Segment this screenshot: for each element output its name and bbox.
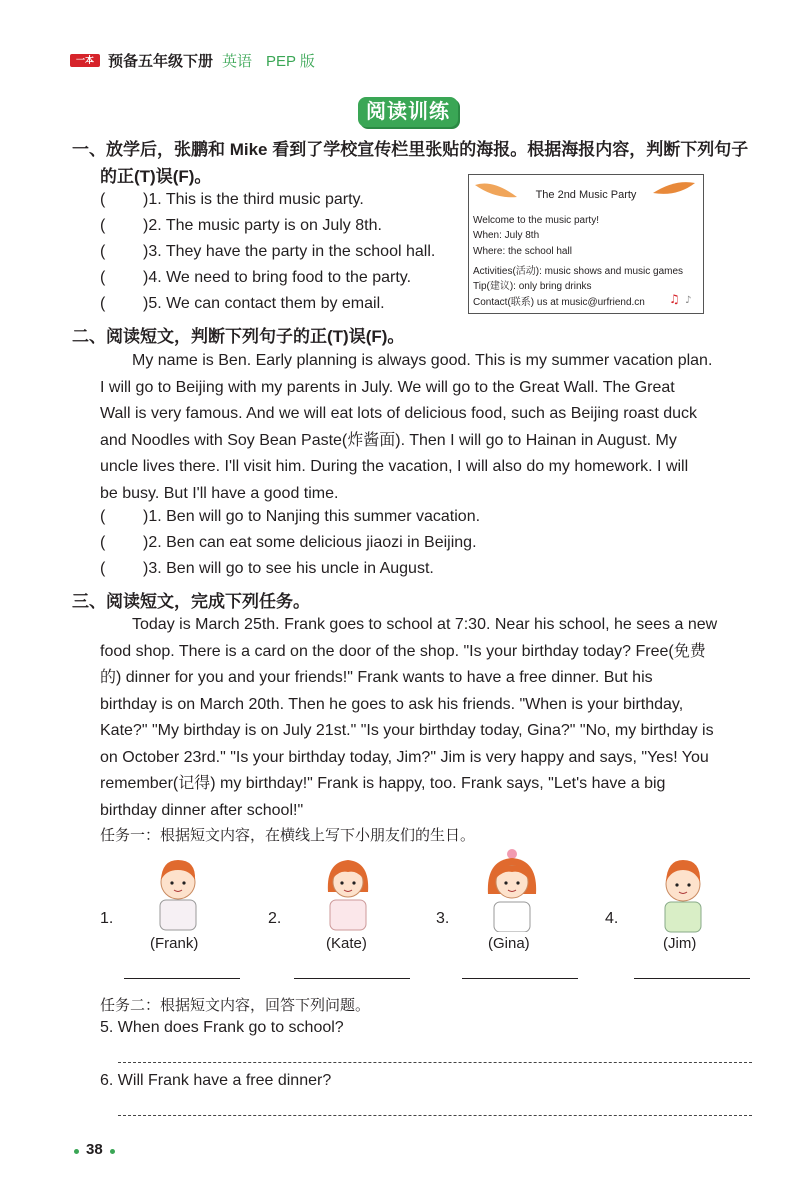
q1-item: )2. The music party is on July 8th. <box>143 217 382 234</box>
answer-paren: ( <box>100 269 106 286</box>
birthday-answer-blank[interactable] <box>634 978 750 979</box>
poster-title: The 2nd Music Party <box>535 189 637 201</box>
kid-number: 3. <box>436 910 450 927</box>
kid-name: (Jim) <box>663 935 697 952</box>
question-5: 5. When does Frank go to school? <box>100 1019 344 1036</box>
kid-number: 1. <box>100 910 114 927</box>
q2-item: )2. Ben can eat some delicious jiaozi in Beijing. <box>143 534 477 551</box>
answer-paren: ( <box>100 534 106 551</box>
q3-instruction: 三、阅读短文，完成下列任务。 <box>72 592 310 611</box>
passage-line: on October 23rd." "Is your birthday today, Jim?" Jim is very happy and says, "Yes! You <box>100 748 709 766</box>
page-dot-icon <box>110 1149 115 1154</box>
passage-line: I will go to Beijing with my parents in July. We will go to the Great Wall. The Great <box>100 378 675 396</box>
birthday-answer-blank[interactable] <box>462 978 578 979</box>
q1-item: )1. This is the third music party. <box>143 191 364 208</box>
birthday-answer-blank[interactable] <box>124 978 240 979</box>
passage-line: food shop. There is a card on the door of the shop. "Is your birthday today? Free(免费 <box>100 642 706 660</box>
question-6: 6. Will Frank have a free dinner? <box>100 1072 332 1089</box>
answer-paren: ( <box>100 508 106 525</box>
section-title: 阅读训练 <box>358 97 458 127</box>
passage-line: birthday is on March 20th. Then he goes to ask his friends. "When is your birthday, <box>100 695 684 713</box>
q2-item: )1. Ben will go to Nanjing this summer vacation. <box>143 508 481 525</box>
answer-line[interactable] <box>118 1115 752 1116</box>
svg-text:♫: ♫ <box>669 292 680 306</box>
edition-label: PEP 版 <box>266 53 315 70</box>
passage-line: and Noodles with Soy Bean Paste(炸酱面). Then I will go to Hainan in August. My <box>100 431 677 449</box>
answer-paren: ( <box>100 243 106 260</box>
q1-instruction-cont: 的正(T)误(F)。 <box>100 167 212 186</box>
passage-line: birthday dinner after school!" <box>100 801 304 819</box>
answer-paren: ( <box>100 560 106 577</box>
svg-text:♪: ♪ <box>685 295 692 306</box>
q1-item: )5. We can contact them by email. <box>143 295 385 312</box>
kate-illustration <box>320 850 376 932</box>
page-number: 38 <box>86 1141 103 1158</box>
kid-name: (Gina) <box>488 935 530 952</box>
task1-instruction: 任务一：根据短文内容，在横线上写下小朋友们的生日。 <box>100 827 476 844</box>
music-party-poster <box>468 174 704 314</box>
passage-line: Kate?" "My birthday is on July 21st." "Is your birthday today, Gina?" "No, my birthday is <box>100 722 714 739</box>
jim-illustration <box>655 852 711 934</box>
frank-illustration <box>150 850 206 932</box>
q1-item: )3. They have the party in the school hall. <box>143 243 436 260</box>
answer-line[interactable] <box>118 1062 752 1063</box>
q2-instruction: 二、阅读短文，判断下列句子的正(T)误(F)。 <box>72 327 405 346</box>
poster-line: Welcome to the music party! <box>473 215 599 226</box>
poster-line: When: July 8th <box>473 230 540 241</box>
passage-line: My name is Ben. Early planning is always good. This is my summer vacation plan. <box>132 352 713 369</box>
kid-number: 4. <box>605 910 619 927</box>
poster-line: Activities(活动): music shows and music games <box>473 266 684 277</box>
music-note-icon <box>667 289 697 307</box>
gina-illustration <box>482 848 542 932</box>
q3-passage <box>100 612 752 824</box>
poster-line: Where: the school hall <box>473 246 572 257</box>
birthday-answer-blank[interactable] <box>294 978 410 979</box>
q2-item: )3. Ben will go to see his uncle in August. <box>143 560 434 577</box>
kid-name: (Kate) <box>326 935 367 952</box>
passage-line: Wall is very famous. And we will eat lots of delicious food, such as Beijing roast duck <box>100 405 698 422</box>
passage-line: Today is March 25th. Frank goes to school at 7:30. Near his school, he sees a new <box>132 616 718 633</box>
book-title: 预备五年级下册 <box>108 53 214 70</box>
q2-passage <box>100 348 752 507</box>
answer-paren: ( <box>100 217 106 234</box>
task2-instruction: 任务二：根据短文内容，回答下列问题。 <box>100 997 371 1014</box>
q1-instruction: 一、放学后，张鹏和 Mike 看到了学校宣传栏里张贴的海报。根据海报内容，判断下列句子 <box>72 140 749 159</box>
passage-line: uncle lives there. I'll visit him. During the vacation, I will also do my homework. I will <box>100 458 689 475</box>
poster-line: Contact(联系) us at music@urfriend.cn <box>473 297 645 308</box>
brand-badge: 一本 <box>70 54 100 67</box>
passage-line: be busy. But I'll have a good time. <box>100 484 339 502</box>
poster-line: Tip(建议): only bring drinks <box>473 281 592 292</box>
passage-line: 的) dinner for you and your friends!" Frank wants to have a free dinner. But his <box>100 669 653 686</box>
subject-label: 英语 <box>222 53 253 70</box>
page-dot-icon <box>74 1149 79 1154</box>
kid-name: (Frank) <box>150 935 199 952</box>
kid-number: 2. <box>268 910 282 927</box>
answer-paren: ( <box>100 295 106 312</box>
answer-paren: ( <box>100 191 106 208</box>
q1-item: )4. We need to bring food to the party. <box>143 269 412 286</box>
passage-line: remember(记得) my birthday!" Frank is happy, too. Frank says, "Let's have a big <box>100 775 666 792</box>
